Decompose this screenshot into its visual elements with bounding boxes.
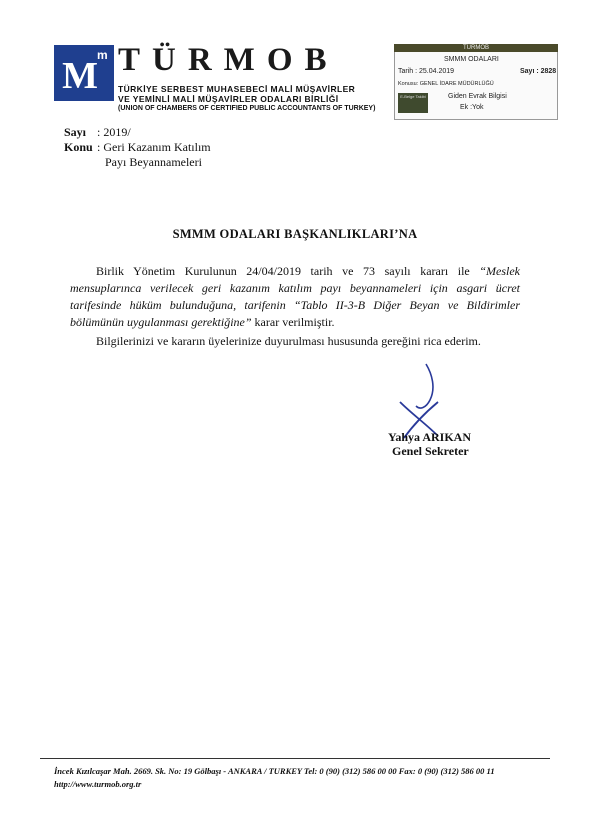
sayi-value: : 2019/ bbox=[97, 125, 131, 139]
konu-label: Konu bbox=[64, 140, 93, 154]
p1-end: karar verilmiştir. bbox=[251, 315, 335, 329]
stamp-date: Tarih : 25.04.2019 bbox=[398, 68, 455, 75]
sayi-label: Sayı bbox=[64, 125, 87, 139]
stamp-subject: Konusu: GENEL İDARE MÜDÜRLÜĞÜ bbox=[398, 81, 494, 87]
addressee: SMMM ODALARI BAŞKANLIKLARI’NA bbox=[172, 227, 418, 241]
footer-address: İncek Kızılcaşar Mah. 2669. Sk. No: 19 Gölbaşı - ANKARA / TURKEY Tel: 0 (90) (312) 586 00 00 Fax: 0 (90) (312) 586 00 11 bbox=[54, 766, 495, 776]
footer-url[interactable]: http://www.turmob.org.tr bbox=[54, 779, 142, 789]
logo-letter: M bbox=[62, 55, 98, 97]
brand-subtitle-2: VE YEMİNLİ MALİ MÜŞAVİRLER ODALARI BİRLİĞİ bbox=[118, 94, 339, 104]
konu-value-2: Payı Beyannameleri bbox=[105, 155, 202, 169]
brand-subtitle-1: TÜRKİYE SERBEST MUHASEBECİ MALİ MÜŞAVİRLER bbox=[118, 84, 356, 94]
body-paragraph-2: Bilgilerinizi ve kararın üyelerinize duyurulması hususunda gereğini rica ederim. bbox=[96, 334, 481, 348]
konu-value-1: : Geri Kazanım Katılım bbox=[97, 140, 211, 154]
brand-name: TÜRMOB bbox=[118, 42, 339, 78]
p1-quote: “Meslek mensuplarınca verilecek geri kazanım katılım payı beyannameleri için asgari ücret tarifesinde hüküm bulunduğuna, tarifenin “Tablo II-3-B Diğer Beyan ve Bildirimler bölümünün uygulanması gerektiğine” bbox=[70, 264, 520, 329]
stamp-outgoing: Giden Evrak Bilgisi bbox=[448, 93, 507, 100]
signatory-name: Yahya ARIKAN bbox=[388, 430, 472, 444]
body-paragraph-1 bbox=[70, 263, 520, 331]
stamp-number: Sayı : 2828 bbox=[520, 68, 557, 75]
stamp-header: TÜRMOB bbox=[394, 44, 558, 52]
logo-superscript: m bbox=[97, 48, 108, 62]
stamp-office: SMMM ODALARI bbox=[444, 56, 499, 63]
stamp-tracking-box: E-Belge Takibi bbox=[398, 93, 428, 113]
p1-start: Birlik Yönetim Kurulunun 24/04/2019 tarih ve 73 sayılı kararı ile bbox=[96, 264, 480, 278]
signatory-title: Genel Sekreter bbox=[392, 444, 469, 458]
stamp-attachment: Ek :Yok bbox=[460, 104, 484, 111]
footer-divider bbox=[40, 758, 550, 759]
brand-subtitle-english: (UNION OF CHAMBERS OF CERTIFIED PUBLIC ACCOUNTANTS OF TURKEY) bbox=[118, 105, 376, 112]
